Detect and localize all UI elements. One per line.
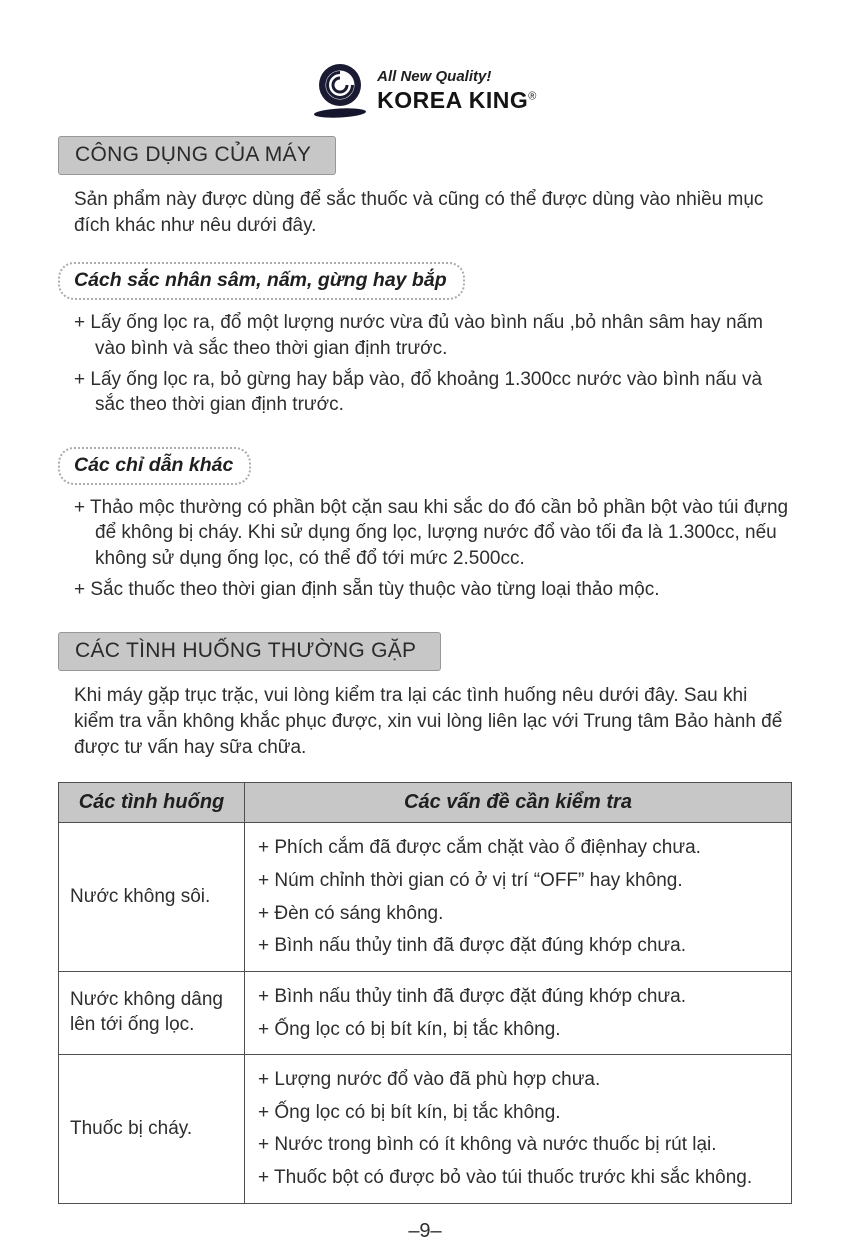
bullet-item: + Lấy ống lọc ra, đổ một lượng nước vừa đủ vào bình nấu ,bỏ nhân sâm hay nấm vào bình và sắc theo thời gian định trước. [74, 312, 763, 359]
check-item: + Ống lọc có bị bít kín, bị tắc không. [258, 1018, 561, 1040]
subsection-title-chi-dan-khac: Các chỉ dẫn khác [58, 447, 251, 485]
registered-mark: ® [528, 90, 537, 103]
check-item: + Nước trong bình có ít không và nước thuốc bị rút lại. [258, 1134, 717, 1156]
checks-cell [245, 823, 792, 972]
table-header-checks: Các vấn đề cần kiểm tra [245, 783, 792, 823]
situation-cell: Nước không sôi. [59, 823, 245, 972]
table-row-nuoc-khong-soi [59, 823, 792, 972]
situation-cell: Nước không dâng lên tới ống lọc. [59, 971, 245, 1054]
brand-text [377, 68, 537, 114]
korea-king-logo-icon [313, 62, 367, 120]
check-item: + Đèn có sáng không. [258, 902, 444, 924]
subsection-title-cach-sac: Cách sắc nhân sâm, nấm, gừng hay bắp [58, 262, 465, 300]
brand-header [0, 0, 850, 120]
check-item: + Ống lọc có bị bít kín, bị tắc không. [258, 1101, 561, 1123]
bullet-list-chi-dan-khac [74, 495, 792, 603]
checks-cell [245, 1055, 792, 1204]
table-row-thuoc-bi-chay [59, 1055, 792, 1204]
situation-cell: Thuốc bị cháy. [59, 1055, 245, 1204]
brand-name [377, 87, 537, 114]
troubleshooting-table [58, 782, 792, 1203]
bullet-item: + Lấy ống lọc ra, bỏ gừng hay bắp vào, đổ khoảng 1.300cc nước vào bình nấu và sắc theo thời gian định trước. [74, 368, 763, 416]
checks-cell [245, 971, 792, 1054]
check-item: + Núm chỉnh thời gian có ở vị trí “OFF” hay không. [258, 869, 683, 891]
table-row-nuoc-khong-dang [59, 971, 792, 1054]
table-header-situations: Các tình huống [59, 783, 245, 823]
bullet-list-cach-sac [74, 310, 792, 418]
brand-tagline: All New Quality! [377, 68, 492, 85]
table-header-row [59, 783, 792, 823]
check-item: + Bình nấu thủy tinh đã được đặt đúng khớp chưa. [258, 935, 687, 957]
bullet-item: + Sắc thuốc theo thời gian định sẵn tùy thuộc vào từng loại thảo mộc. [74, 578, 660, 600]
page-content [0, 120, 850, 1204]
check-item: + Bình nấu thủy tinh đã được đặt đúng khớp chưa. [258, 985, 687, 1007]
brand-name-text: KOREA KING [377, 87, 529, 113]
check-item: + Phích cắm đã được cắm chặt vào ổ điệnhay chưa. [258, 837, 701, 859]
section-title-tinh-huong-thuong-gap: CÁC TÌNH HUỐNG THƯỜNG GẶP [58, 632, 441, 671]
section2-intro-text: Khi máy gặp trục trặc, vui lòng kiểm tra lại các tình huống nêu dưới đây. Sau khi kiểm tra vẫn không khắc phục được, xin vui lòng liên lạc với Trung tâm Bảo hành để được tư vấn hay sữa chữa. [74, 685, 783, 758]
section1-intro-text: Sản phẩm này được dùng để sắc thuốc và cũng có thể được dùng vào nhiều mục đích khác như nêu dưới đây. [74, 189, 764, 236]
page-number: –9– [408, 1219, 442, 1242]
bullet-item: + Thảo mộc thường có phần bột cặn sau khi sắc do đó cần bỏ phần bột vào túi đựng để không bị cháy. Khi sử dụng ống lọc, lượng nước đổ vào tối đa là 1.300cc, nếu không sử dụng ống lọc, có thể đổ tới mức 2.500cc. [74, 496, 789, 570]
check-item: + Thuốc bột có được bỏ vào túi thuốc trước khi sắc không. [258, 1167, 753, 1189]
check-item: + Lượng nước đổ vào đã phù hợp chưa. [258, 1069, 601, 1091]
section-title-cong-dung-cua-may: CÔNG DỤNG CỦA MÁY [58, 136, 336, 175]
